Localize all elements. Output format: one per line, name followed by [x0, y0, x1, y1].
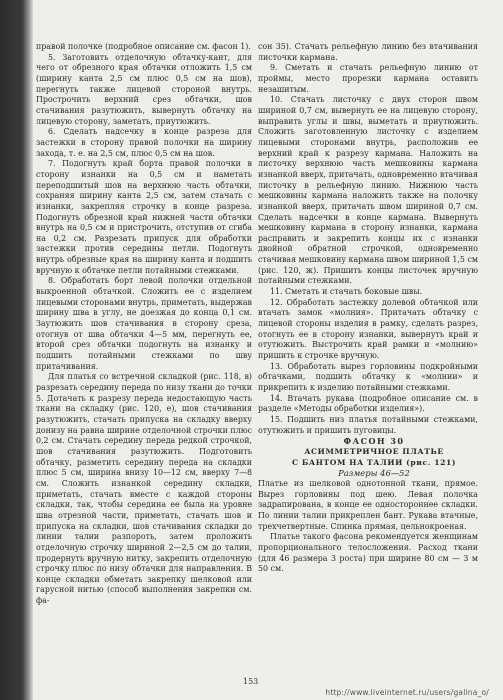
paragraph: правой полочке (подробное описание см. фасон 1). [36, 42, 251, 51]
paragraph: 8. Обработать борт левой полочки отдельной выкроенной обтачкой. Сложить ее с изделием лицевыми сторонами внутрь, приметать, выдержав ширину шва в углу, не доезжая до конца 0,1 см. Заутюжить шов стачивания в сторону среза, отогнув от шва обтачки 4—5 мм, перегнуть ее, второй срез обтачки подогнуть на изнанку и подшить потайными стежками по шву притачивания. [36, 276, 252, 371]
section-heading-line1: АСИММЕТРИЧНОЕ ПЛАТЬЕ [304, 446, 444, 456]
section-sizes: Размеры 46—52 [338, 468, 410, 479]
section-title: ФАСОН 30 [343, 436, 405, 447]
paragraph: 14. Втачать рукава (подробное описание см. в разделе «Методы обработки изделия»). [258, 393, 478, 414]
section-heading-line2: С БАНТОМ НА ТАЛИИ (рис. 121) [291, 457, 457, 467]
right-column [258, 42, 478, 638]
left-column [36, 42, 252, 638]
right-column-instructions [258, 42, 478, 436]
paragraph: Платье из шелковой однотонной ткани, прямое. Вырез горловины под шею. Левая полочка задрапирована, в конце ее одностороннее складки. По линии талии прикреплен бант. Рукава втачные, трехчетвертные. Спинка прямая, цельнокроеная. [258, 478, 478, 531]
paragraph: 5. Заготовить отделочную обтачку-кант, для чего от обрезного края обтачки отложить 1,5 см (ширину канта 2,5 см плюс 0,5 см на шов), перегнуть также лицевой стороной внутрь. Прострочить верхний срез обтачки, шов стачивания разутюжить, вывернуть обтачку на лицевую сторону, заметать, приутюжить. [36, 52, 252, 126]
right-column-description [258, 479, 478, 575]
paragraph: 12. Обработать застежку долевой обтачкой или втачать замок «молния». Притачать обтачку с лицевой стороны изделия в рамку, сделать разрез, отогнуть ее в сторону изнанки, вывернуть край и отутюжить. Выстрочить край рамки и «молнию» пришить к строчке вручную. [258, 297, 478, 361]
paragraph: 15. Подшить низ платья потайными стежками, отутюжить и пришить пуговицы. [258, 414, 478, 435]
paragraph: 10. Стачать листочку с двух сторон швом шириной 0,7 см, вывернуть ее на лицевую сторону, выправить углы и швы, выметать и приутюжить. Сложить заготовленную листочку с изделием лицевыми сторонами внутрь, расположив ее верхний край к разрезу кармана. Наложить на листочку верхнюю часть мешковины кармана изнанкой вверх, притачать, одновременно втачивая листочку в рельефную линию. Нижнюю часть мешковины кармана наложить также на полочку изнанкой вверх, притачать швом шириной 0,7 см. Сделать надсечки в конце кармана. Вывернуть мешковину кармана в сторону изнанки, кармана расправить и закрепить концы их с изнанки двойной обратной строчкой, одновременно стачивая мешковину кармана швом шириной 1,5 см (рис. 120, ж). Пришить концы листочек вручную потайными стежками. [258, 95, 478, 286]
paragraph: Платье такого фасона рекомендуется женщинам пропорционального телосложения. Расход ткани (для 46 размера 3 роста) при ширине 80 см — 3 м 50 см. [258, 532, 478, 574]
paragraph: 11. Сметать и стачать боковые швы. [270, 287, 423, 297]
paragraph: 6. Сделать надсечку в конце разреза для застежки в сторону правой полочки на ширину захода, т. е. на 2,5 см, плюс 0,5 см на шов. [36, 127, 252, 158]
paragraph: сон 35). Стачать рельефную линию без втачивания листочки кармана. [258, 42, 478, 62]
paragraph: Для платья со встречной складкой (рис. 118, в) разрезать середину переда по низу ткани до точки 5. Дотачать к разрезу переда недостающую часть ткани на складку (рис. 120, е), шов стачивания разутюжить, стачать припуска на складку вверху донизу на равна ширине отделочной строчки плюс 0,2 см. Стачать середину переда редкой строчкой, шов стачивания разутюжить. Подготовить обтачку, разметить середину переда на складки плюс 5 см, ширина внизу 10—12 см, вверху 7—8 см. Сложить изнанкой середину складки, приметать, стачать вместе с каждой стороны складки, так, чтобы середина ее была на уровне шва отрезной части, приметать, стачать шов и припуска на складки, шов стачивания складки до линии талии разпороть, затем проложить отделочную строчку шириной 2—2,5 см до талии, продернуть вручную нитку, закрепить отделочную строчку плюс по низу обтачки для направления. В конце складки обметать закрепку шелковой или гарусной нитью (способ выполнения закрепки см. фа- [36, 372, 252, 606]
paragraph: 7. Подогнуть край борта правой полочки в сторону изнанки на 0,5 см и наметать переподшитый шов на верхнюю часть обтачки, сохраняя ширину канта 2,5 см, затем стачать с изнанки, закрепляя строчку в конце разреза. Подогнуть обрезной край нижней части обтачки внутрь на 0,5 см и пристрочить, отступив от сгиба на 0,2 см. Разрезать припуск для обработки застежки против середины петли. Подогнуть внутрь обрезные края на ширину канта и подшить вручную к обтачке петли потайными стежками. [36, 159, 252, 275]
page-number: 153 [243, 677, 259, 686]
paragraph: 13. Обработать вырез горловины подкройными обтачками, подшить обтачку к «молнии» и прикрепить к изделию потайными стежками. [258, 361, 478, 392]
paragraph: 9. Сметать и стачать рельефную линию от проймы, место прорезки кармана оставить незашитым. [258, 63, 478, 94]
book-binding-shadow [0, 0, 33, 700]
watermark-url: http://www.liveinternet.ru/users/galina_o/ [325, 688, 489, 697]
